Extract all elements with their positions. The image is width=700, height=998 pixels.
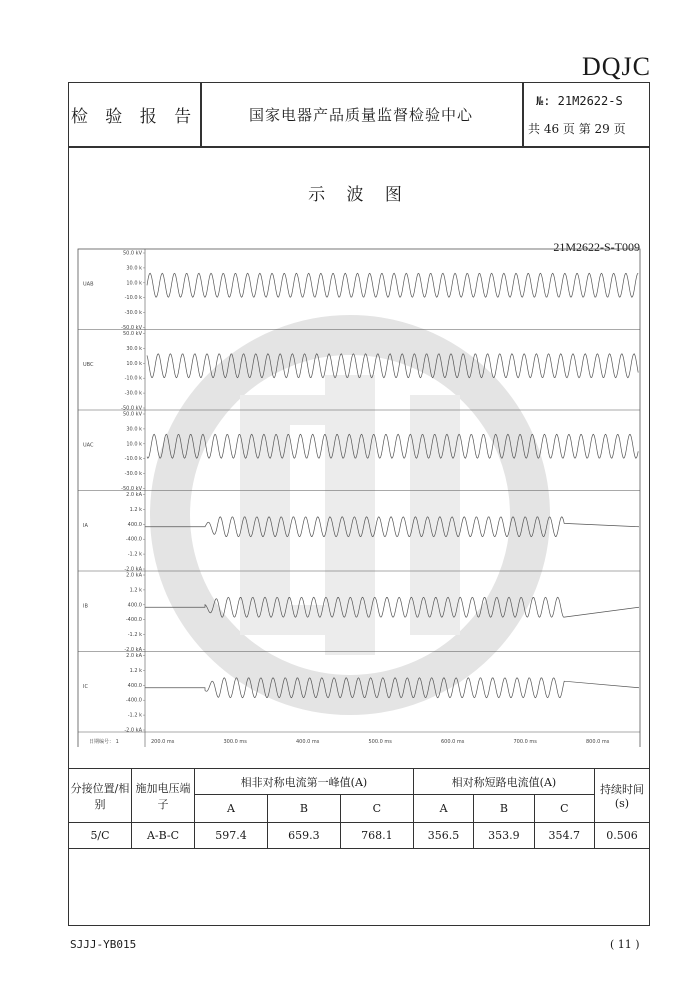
phase-header: C xyxy=(340,795,413,823)
header-tap: 分接位置/相别 xyxy=(69,769,132,823)
y-tick-label: -400.0 xyxy=(125,536,142,543)
y-tick-label: -2.0 kA xyxy=(124,727,142,734)
y-tick-label: -2.0 kA xyxy=(124,647,142,653)
y-tick-label: 2.0 kA xyxy=(126,572,142,579)
header-divider xyxy=(68,146,650,148)
channel-label: IA xyxy=(83,522,88,529)
y-tick-label: 30.0 k xyxy=(126,345,142,352)
phase-header: A xyxy=(413,795,473,823)
header-voltage: 施加电压端子 xyxy=(132,769,195,823)
y-tick-label: 10.0 k xyxy=(126,360,142,367)
brand-mark: DQJC xyxy=(582,52,652,81)
cursor-label: 日期编号： 1 xyxy=(89,739,119,745)
report-number: №: 21M2622-S xyxy=(536,94,623,108)
cell-short-b: 353.9 xyxy=(474,823,534,849)
header-duration: 持续时间(s) xyxy=(595,769,650,823)
organization-name: 国家电器产品质量监督检验中心 xyxy=(248,105,473,124)
cell-voltage: A-B-C xyxy=(132,823,195,849)
waveform-ic xyxy=(145,678,639,698)
oscillogram xyxy=(77,247,641,747)
y-tick-label: 400.0 xyxy=(127,602,142,609)
y-tick-label: -50.0 kV xyxy=(121,325,142,331)
header-divider xyxy=(522,82,524,146)
page-title: 示 波 图 xyxy=(308,185,410,205)
phase-header: B xyxy=(267,795,340,823)
y-tick-label: 30.0 k xyxy=(126,426,142,433)
x-tick-label: 600.0 ms xyxy=(441,739,465,745)
y-tick-label: 30.0 k xyxy=(126,265,142,272)
y-tick-label: 1.2 k xyxy=(129,667,142,674)
y-tick-label: -30.0 k xyxy=(124,471,142,478)
cell-duration: 0.506 xyxy=(595,823,650,849)
header-short-group: 相对称短路电流值(A) xyxy=(413,769,594,795)
header-peak-group: 相非对称电流第一峰值(A) xyxy=(195,769,414,795)
y-tick-label: 400.0 xyxy=(127,682,142,689)
x-tick-label: 500.0 ms xyxy=(368,739,392,745)
y-tick-label: -30.0 k xyxy=(124,390,142,397)
y-tick-label: 50.0 kV xyxy=(122,411,142,418)
page-count: 共 46 页 第 29 页 xyxy=(528,122,626,136)
channel-label: IC xyxy=(83,683,88,690)
cell-short-c: 354.7 xyxy=(534,823,594,849)
page-index: ( 11 ) xyxy=(610,938,640,951)
y-tick-label: -1.2 k xyxy=(127,632,142,639)
y-tick-label: -400.0 xyxy=(125,697,142,704)
y-tick-label: 2.0 kA xyxy=(126,653,142,659)
waveform-ia xyxy=(145,517,639,537)
x-tick-label: 300.0 ms xyxy=(223,739,247,745)
phase-header: A xyxy=(195,795,268,823)
waveform-uab xyxy=(147,273,638,297)
y-tick-label: -1.2 k xyxy=(127,712,142,719)
y-tick-label: 2.0 kA xyxy=(126,492,142,498)
y-tick-label: 400.0 xyxy=(127,521,142,528)
results-table xyxy=(68,768,650,849)
x-tick-label: 700.0 ms xyxy=(513,739,537,745)
y-tick-label: 50.0 kV xyxy=(122,331,142,337)
channel-label: UAC xyxy=(83,442,94,449)
cell-peak-c: 768.1 xyxy=(340,823,413,849)
record-code: 21M2622-S-T009 xyxy=(553,240,640,254)
channel-label: UBC xyxy=(83,361,94,368)
y-tick-label: -2.0 kA xyxy=(124,566,142,573)
oscillogram-border xyxy=(78,249,640,747)
channel-label: IB xyxy=(83,603,88,610)
cell-peak-b: 659.3 xyxy=(267,823,340,849)
y-tick-label: -1.2 k xyxy=(127,551,142,558)
y-tick-label: 50.0 kV xyxy=(122,250,142,257)
x-tick-label: 800.0 ms xyxy=(586,739,610,745)
y-tick-label: -50.0 kV xyxy=(121,486,142,492)
waveform-ubc xyxy=(147,354,638,378)
phase-header: B xyxy=(474,795,534,823)
channel-label: UAB xyxy=(83,281,94,288)
y-tick-label: 1.2 k xyxy=(129,506,142,513)
waveform-ib xyxy=(145,597,639,617)
phase-header: C xyxy=(534,795,594,823)
form-code: SJJJ-YB015 xyxy=(70,938,137,951)
y-tick-label: -10.0 k xyxy=(124,456,142,463)
y-tick-label: -10.0 k xyxy=(124,295,142,302)
table-row xyxy=(69,823,650,849)
y-tick-label: -50.0 kV xyxy=(121,405,142,412)
y-tick-label: 10.0 k xyxy=(126,441,142,448)
y-tick-label: 10.0 k xyxy=(126,280,142,287)
cell-tap: 5/C xyxy=(69,823,132,849)
y-tick-label: -400.0 xyxy=(125,617,142,624)
cell-short-a: 356.5 xyxy=(413,823,473,849)
x-tick-label: 400.0 ms xyxy=(296,739,320,745)
y-tick-label: -30.0 k xyxy=(124,310,142,317)
y-tick-label: -10.0 k xyxy=(124,375,142,382)
x-tick-label: 200.0 ms xyxy=(151,739,175,745)
y-tick-label: 1.2 k xyxy=(129,587,142,594)
cell-peak-a: 597.4 xyxy=(195,823,268,849)
waveform-uac xyxy=(147,434,638,458)
oscillogram-canvas xyxy=(77,247,641,747)
report-type: 检 验 报 告 xyxy=(70,106,198,127)
